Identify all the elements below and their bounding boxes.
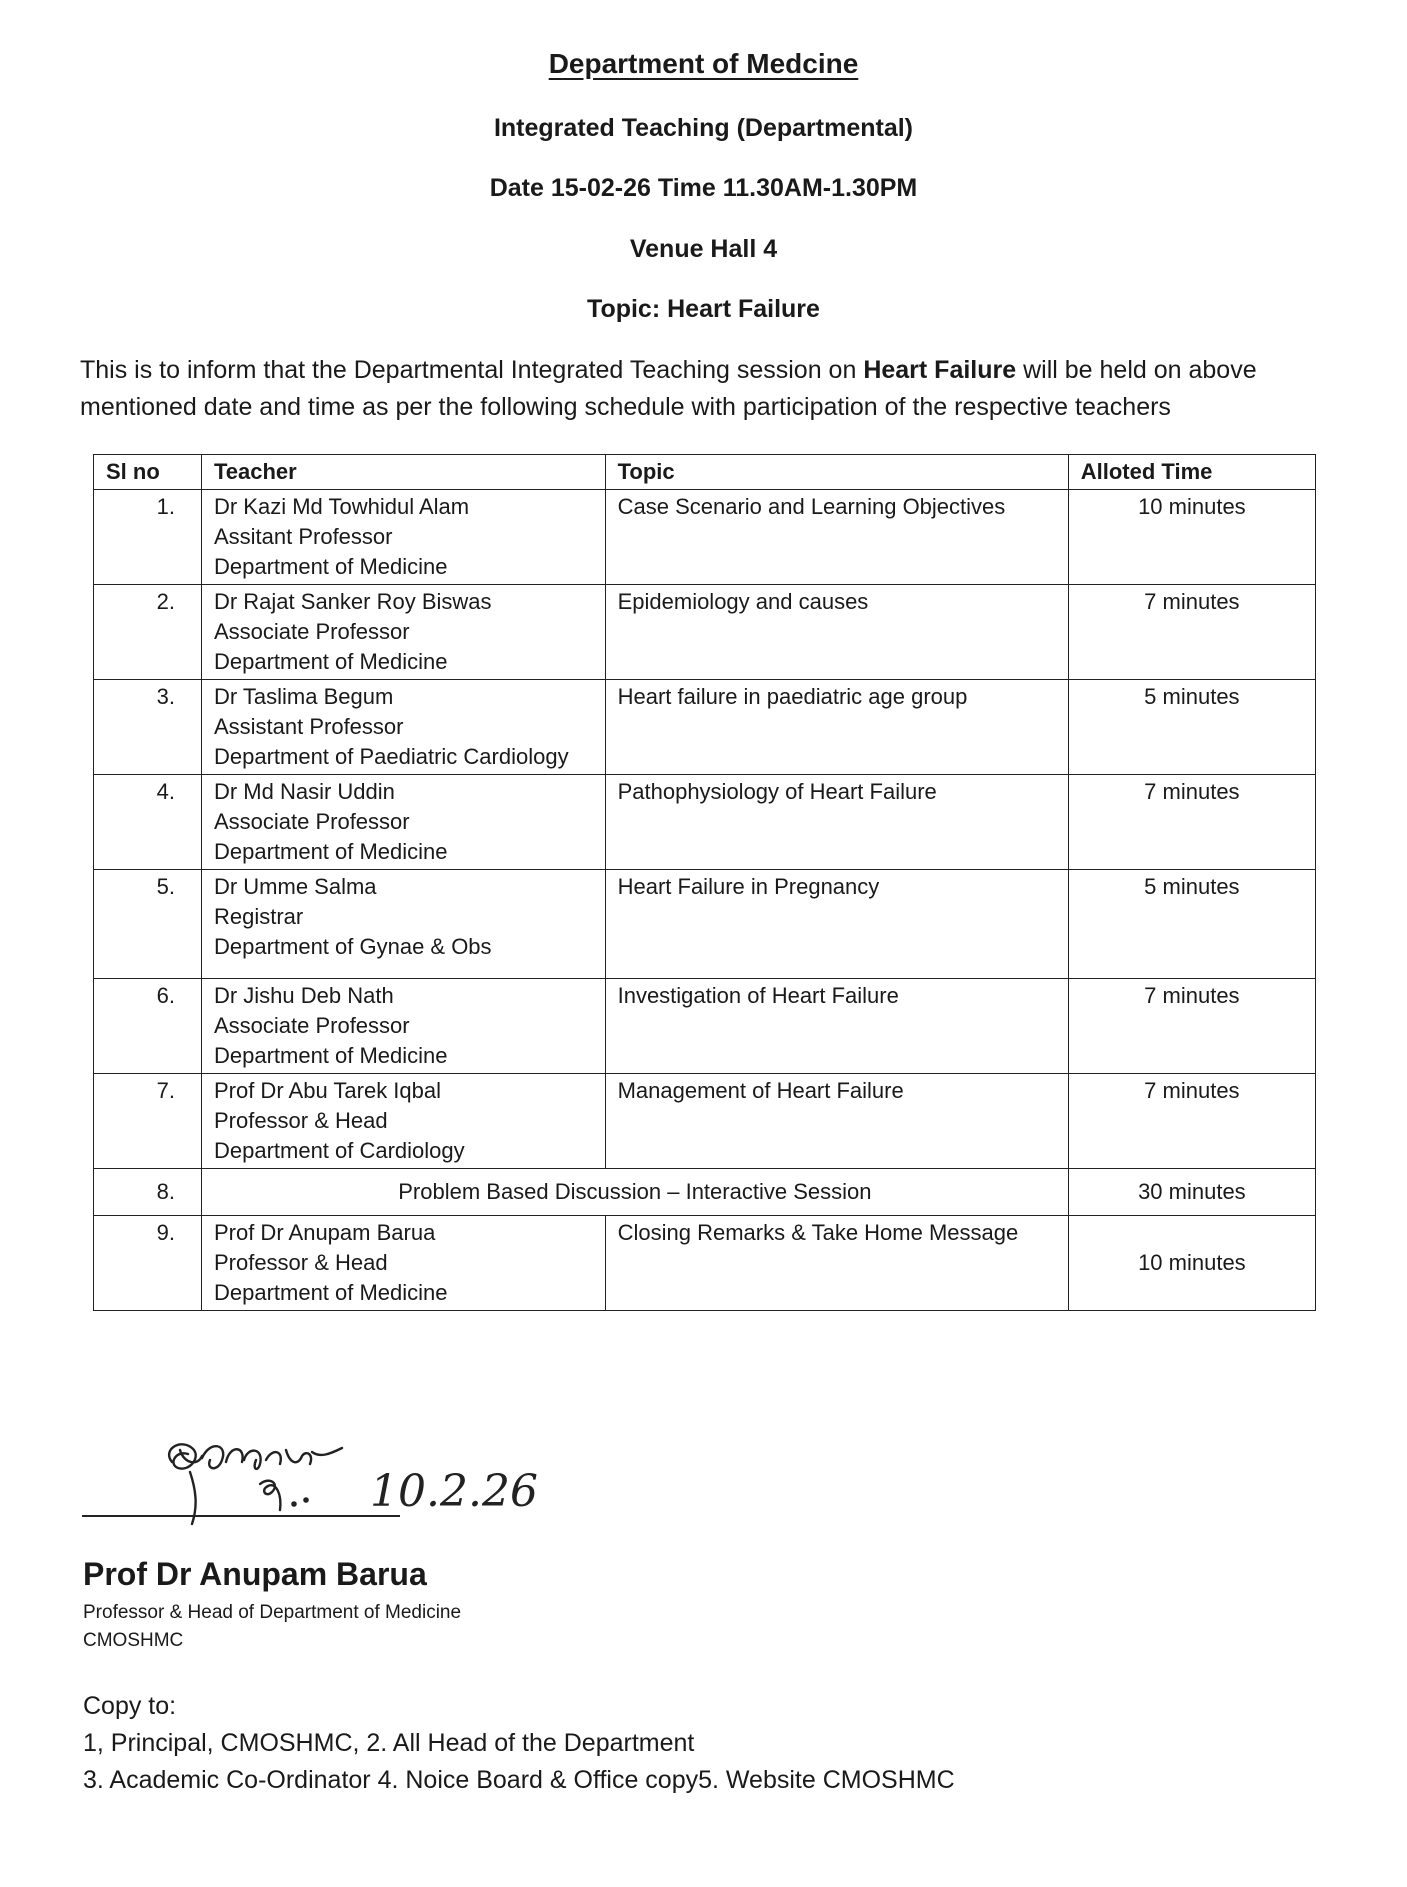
- intro-text-start: This is to inform that the Departmental Integrated Teaching session on: [80, 356, 864, 384]
- row-teacher: [201, 585, 605, 680]
- teacher-department: Department of Medicine: [213, 1280, 448, 1305]
- row-teacher: [201, 680, 605, 775]
- row-alloted-time: 5 minutes: [1068, 870, 1315, 979]
- department-title: Department of Medcine: [548, 48, 859, 79]
- header-topic: Topic: [605, 455, 1068, 490]
- teacher-designation: Professor & Head: [213, 1108, 388, 1133]
- signer-name: Prof Dr Anupam Barua: [83, 1556, 427, 1592]
- venue-line: Venue Hall 4: [629, 235, 778, 263]
- teacher-designation: Assitant Professor: [213, 524, 393, 549]
- discussion-time: 30 minutes: [1068, 1169, 1315, 1216]
- copy-to-label: Copy to:: [83, 1692, 177, 1720]
- row-sl-no: 6.: [94, 979, 202, 1074]
- schedule-table: [93, 454, 1316, 1311]
- row-teacher: [201, 1216, 605, 1311]
- date-time-line: Date 15-02-26 Time 11.30AM-1.30PM: [489, 174, 918, 202]
- row-topic: Closing Remarks & Take Home Message: [605, 1216, 1068, 1311]
- copy-to-line-2: 3. Academic Co-Ordinator 4. Noice Board & Office copy5. Website CMOSHMC: [83, 1766, 955, 1794]
- teacher-name: Dr Jishu Deb Nath: [213, 983, 394, 1008]
- teacher-department: Department of Medicine: [213, 649, 448, 674]
- table-row: [94, 775, 1316, 870]
- row-sl-no: 1.: [94, 490, 202, 585]
- row-teacher: [201, 490, 605, 585]
- row-alloted-time: 7 minutes: [1068, 585, 1315, 680]
- teacher-name: Dr Taslima Begum: [213, 684, 394, 709]
- row-topic: Epidemiology and causes: [605, 585, 1068, 680]
- table-row: [94, 979, 1316, 1074]
- discussion-row: [94, 1169, 1316, 1216]
- teacher-name: Dr Kazi Md Towhidul Alam: [213, 494, 470, 519]
- teacher-designation: Professor & Head: [213, 1250, 388, 1275]
- table-row: [94, 490, 1316, 585]
- row-teacher: [201, 979, 605, 1074]
- teacher-department: Department of Paediatric Cardiology: [213, 744, 569, 769]
- row-alloted-time: 7 minutes: [1068, 979, 1315, 1074]
- row-sl-no: 5.: [94, 870, 202, 979]
- header-sl-no: Sl no: [94, 455, 202, 490]
- signer-institution: CMOSHMC: [83, 1630, 184, 1651]
- row-topic: Heart Failure in Pregnancy: [605, 870, 1068, 979]
- intro-emphasis: Heart Failure: [863, 356, 1017, 384]
- teacher-name: Dr Umme Salma: [213, 874, 377, 899]
- teacher-name: Prof Dr Anupam Barua: [213, 1220, 436, 1245]
- teacher-designation: Registrar: [213, 904, 304, 929]
- teacher-department: Department of Medicine: [213, 554, 448, 579]
- header-alloted-time: Alloted Time: [1068, 455, 1315, 490]
- row-topic: Case Scenario and Learning Objectives: [605, 490, 1068, 585]
- handwritten-signature: [80, 1420, 700, 1540]
- handwritten-date: 10.2.26: [370, 1466, 538, 1517]
- table-header-row: [94, 455, 1316, 490]
- teacher-department: Department of Medicine: [213, 1043, 448, 1068]
- row-topic: Management of Heart Failure: [605, 1074, 1068, 1169]
- row-teacher: [201, 1074, 605, 1169]
- intro-text-end: will be held on above mentioned date and time as per the following schedule with participation of the respective teachers: [80, 356, 1257, 421]
- document-subtitle: Integrated Teaching (Departmental): [493, 114, 914, 142]
- row-alloted-time: 5 minutes: [1068, 680, 1315, 775]
- discussion-text: Problem Based Discussion – Interactive Session: [201, 1169, 1068, 1216]
- row-alloted-time: 10 minutes: [1068, 490, 1315, 585]
- row-teacher: [201, 775, 605, 870]
- row-topic: Heart failure in paediatric age group: [605, 680, 1068, 775]
- row-sl-no: 4.: [94, 775, 202, 870]
- table-row: [94, 585, 1316, 680]
- table-row: [94, 870, 1316, 979]
- teacher-name: Dr Md Nasir Uddin: [213, 779, 395, 804]
- teacher-name: Dr Rajat Sanker Roy Biswas: [213, 589, 492, 614]
- header-teacher: Teacher: [201, 455, 605, 490]
- row-alloted-time: 10 minutes: [1068, 1216, 1315, 1311]
- teacher-department: Department of Gynae & Obs: [213, 934, 492, 959]
- row-topic: Pathophysiology of Heart Failure: [605, 775, 1068, 870]
- teacher-designation: Associate Professor: [213, 619, 410, 644]
- signer-role: Professor & Head of Department of Medicine: [83, 1602, 462, 1623]
- row-sl-no: 9.: [94, 1216, 202, 1311]
- row-alloted-time: 7 minutes: [1068, 775, 1315, 870]
- teacher-designation: Assistant Professor: [213, 714, 404, 739]
- intro-paragraph: [80, 352, 1340, 426]
- teacher-name: Prof Dr Abu Tarek Iqbal: [213, 1078, 442, 1103]
- table-row: [94, 1074, 1316, 1169]
- row-topic: Investigation of Heart Failure: [605, 979, 1068, 1074]
- row-sl-no: 7.: [94, 1074, 202, 1169]
- table-row: [94, 680, 1316, 775]
- row-alloted-time: 7 minutes: [1068, 1074, 1315, 1169]
- copy-to-line-1: 1, Principal, CMOSHMC, 2. All Head of the Department: [83, 1729, 695, 1757]
- teacher-department: Department of Medicine: [213, 839, 448, 864]
- row-sl-no: 3.: [94, 680, 202, 775]
- teacher-department: Department of Cardiology: [213, 1138, 465, 1163]
- teacher-designation: Associate Professor: [213, 809, 410, 834]
- signature-line: [82, 1515, 400, 1517]
- row-teacher: [201, 870, 605, 979]
- teacher-designation: Associate Professor: [213, 1013, 410, 1038]
- closing-row: [94, 1216, 1316, 1311]
- row-sl-no: 2.: [94, 585, 202, 680]
- topic-line: Topic: Heart Failure: [587, 295, 820, 323]
- discussion-sl-no: 8.: [94, 1169, 202, 1216]
